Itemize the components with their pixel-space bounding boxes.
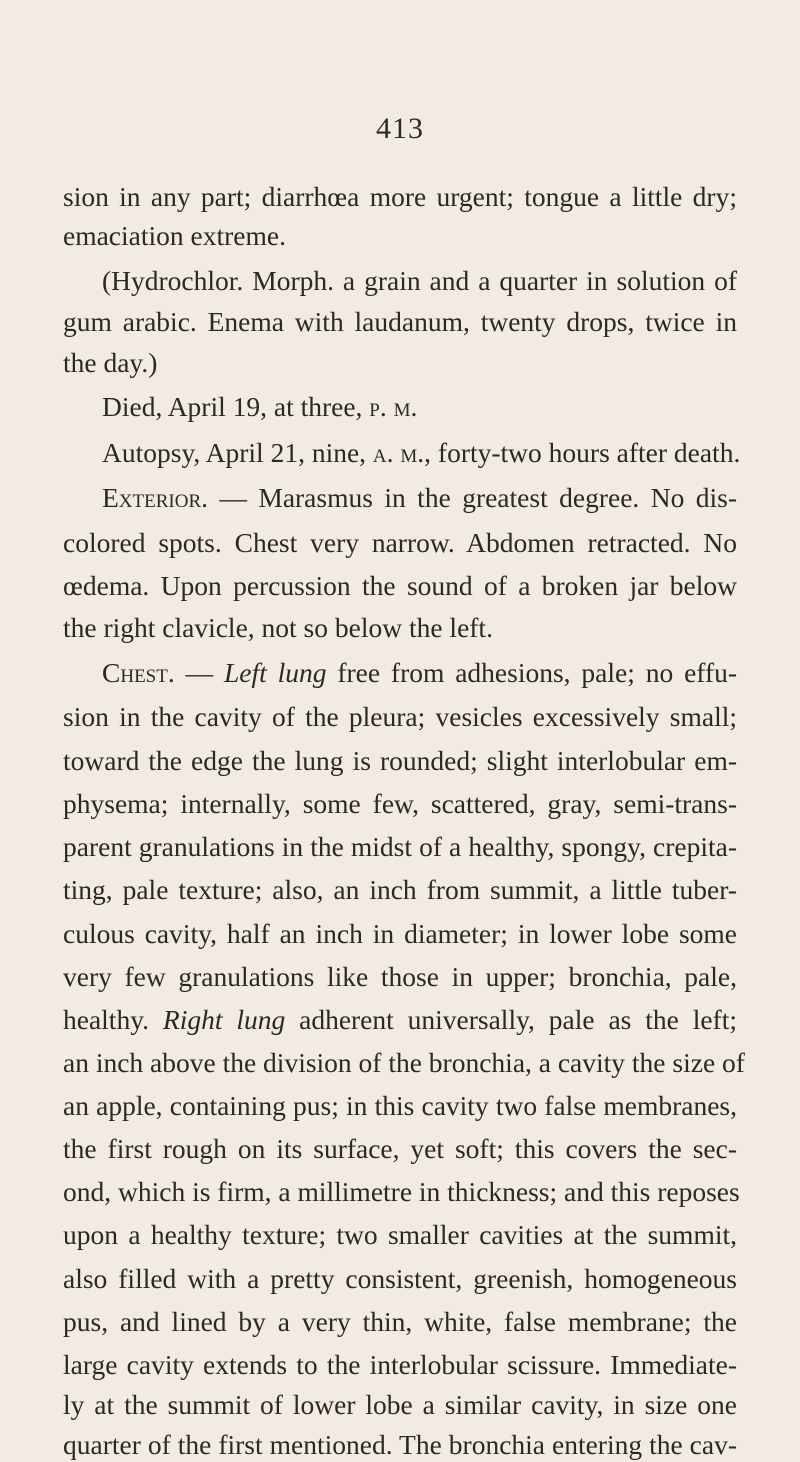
time-abbrev: a. m.: [372, 437, 425, 468]
line-text: the right clavicle, not so below the left.: [63, 612, 493, 643]
line-text: culous cavity, half an inch in diameter; in lower lobe some: [63, 918, 737, 949]
line-text: toward the edge the lung is rounded; slight interlobular em-: [63, 745, 737, 776]
line-text: the day.): [63, 347, 158, 378]
section-heading: Chest.: [102, 657, 175, 688]
line-text: free from adhesions, pale; no effu-: [326, 657, 738, 688]
line-text: gum arabic. Enema with laudanum, twenty drops, twice in: [63, 306, 737, 337]
line-text: parent granulations in the midst of a healthy, spongy, crepita-: [63, 831, 737, 862]
line-text: ly at the summit of lower lobe a similar cavity, in size one: [63, 1389, 737, 1420]
italic-term: Right lung: [162, 1004, 286, 1035]
line-text: sion in any part; diarrhœa more urgent; tongue a little dry;: [63, 181, 737, 212]
line-text: very few granulations like those in upper; bronchia, pale,: [63, 961, 737, 992]
line-text: also filled with a pretty consistent, greenish, homogeneous: [63, 1263, 737, 1294]
section-heading: Exterior.: [102, 482, 209, 513]
line-text: the first rough on its surface, yet soft; this covers the sec-: [63, 1133, 737, 1164]
line-text: physema; internally, some few, scattered, gray, semi-trans-: [63, 788, 737, 819]
line-text: pus, and lined by a very thin, white, false membrane; the: [63, 1306, 737, 1337]
line-text: ting, pale texture; also, an inch from summit, a little tuber-: [63, 874, 737, 905]
line-text: œdema. Upon percussion the sound of a broken jar below: [63, 570, 737, 601]
line-text: ond, which is firm, a millimetre in thickness; and this reposes: [63, 1176, 740, 1207]
line-text: Died, April 19, at three,: [102, 391, 370, 422]
line-text: — Marasmus in the greatest degree. No dis-: [208, 482, 737, 513]
line-text: Autopsy, April 21, nine,: [102, 437, 373, 468]
line-text: healthy.: [63, 1004, 163, 1035]
page-number: 413: [376, 112, 424, 145]
italic-term: Left lung: [223, 657, 327, 688]
time-abbrev: p. m.: [369, 391, 418, 422]
line-text: an apple, containing pus; in this cavity two false membranes,: [63, 1090, 737, 1121]
line-text: , forty-two hours after death.: [424, 437, 741, 468]
line-text: upon a healthy texture; two smaller cavities at the summit,: [63, 1219, 737, 1250]
line-text: colored spots. Chest very narrow. Abdomen retracted. No: [63, 527, 737, 558]
line-text: (Hydrochlor. Morph. a grain and a quarter in solution of: [102, 265, 737, 296]
line-text: —: [174, 657, 224, 688]
line-text: quarter of the first mentioned. The bronchia entering the cav-: [63, 1429, 737, 1460]
line-text: an inch above the division of the bronchia, a cavity the size of: [63, 1047, 745, 1078]
line-text: emaciation extreme.: [63, 220, 286, 251]
line-text: sion in the cavity of the pleura; vesicles excessively small;: [63, 701, 737, 732]
line-text: adherent universally, pale as the left;: [285, 1004, 737, 1035]
line-text: large cavity extends to the interlobular scissure. Immediate-: [63, 1349, 737, 1380]
